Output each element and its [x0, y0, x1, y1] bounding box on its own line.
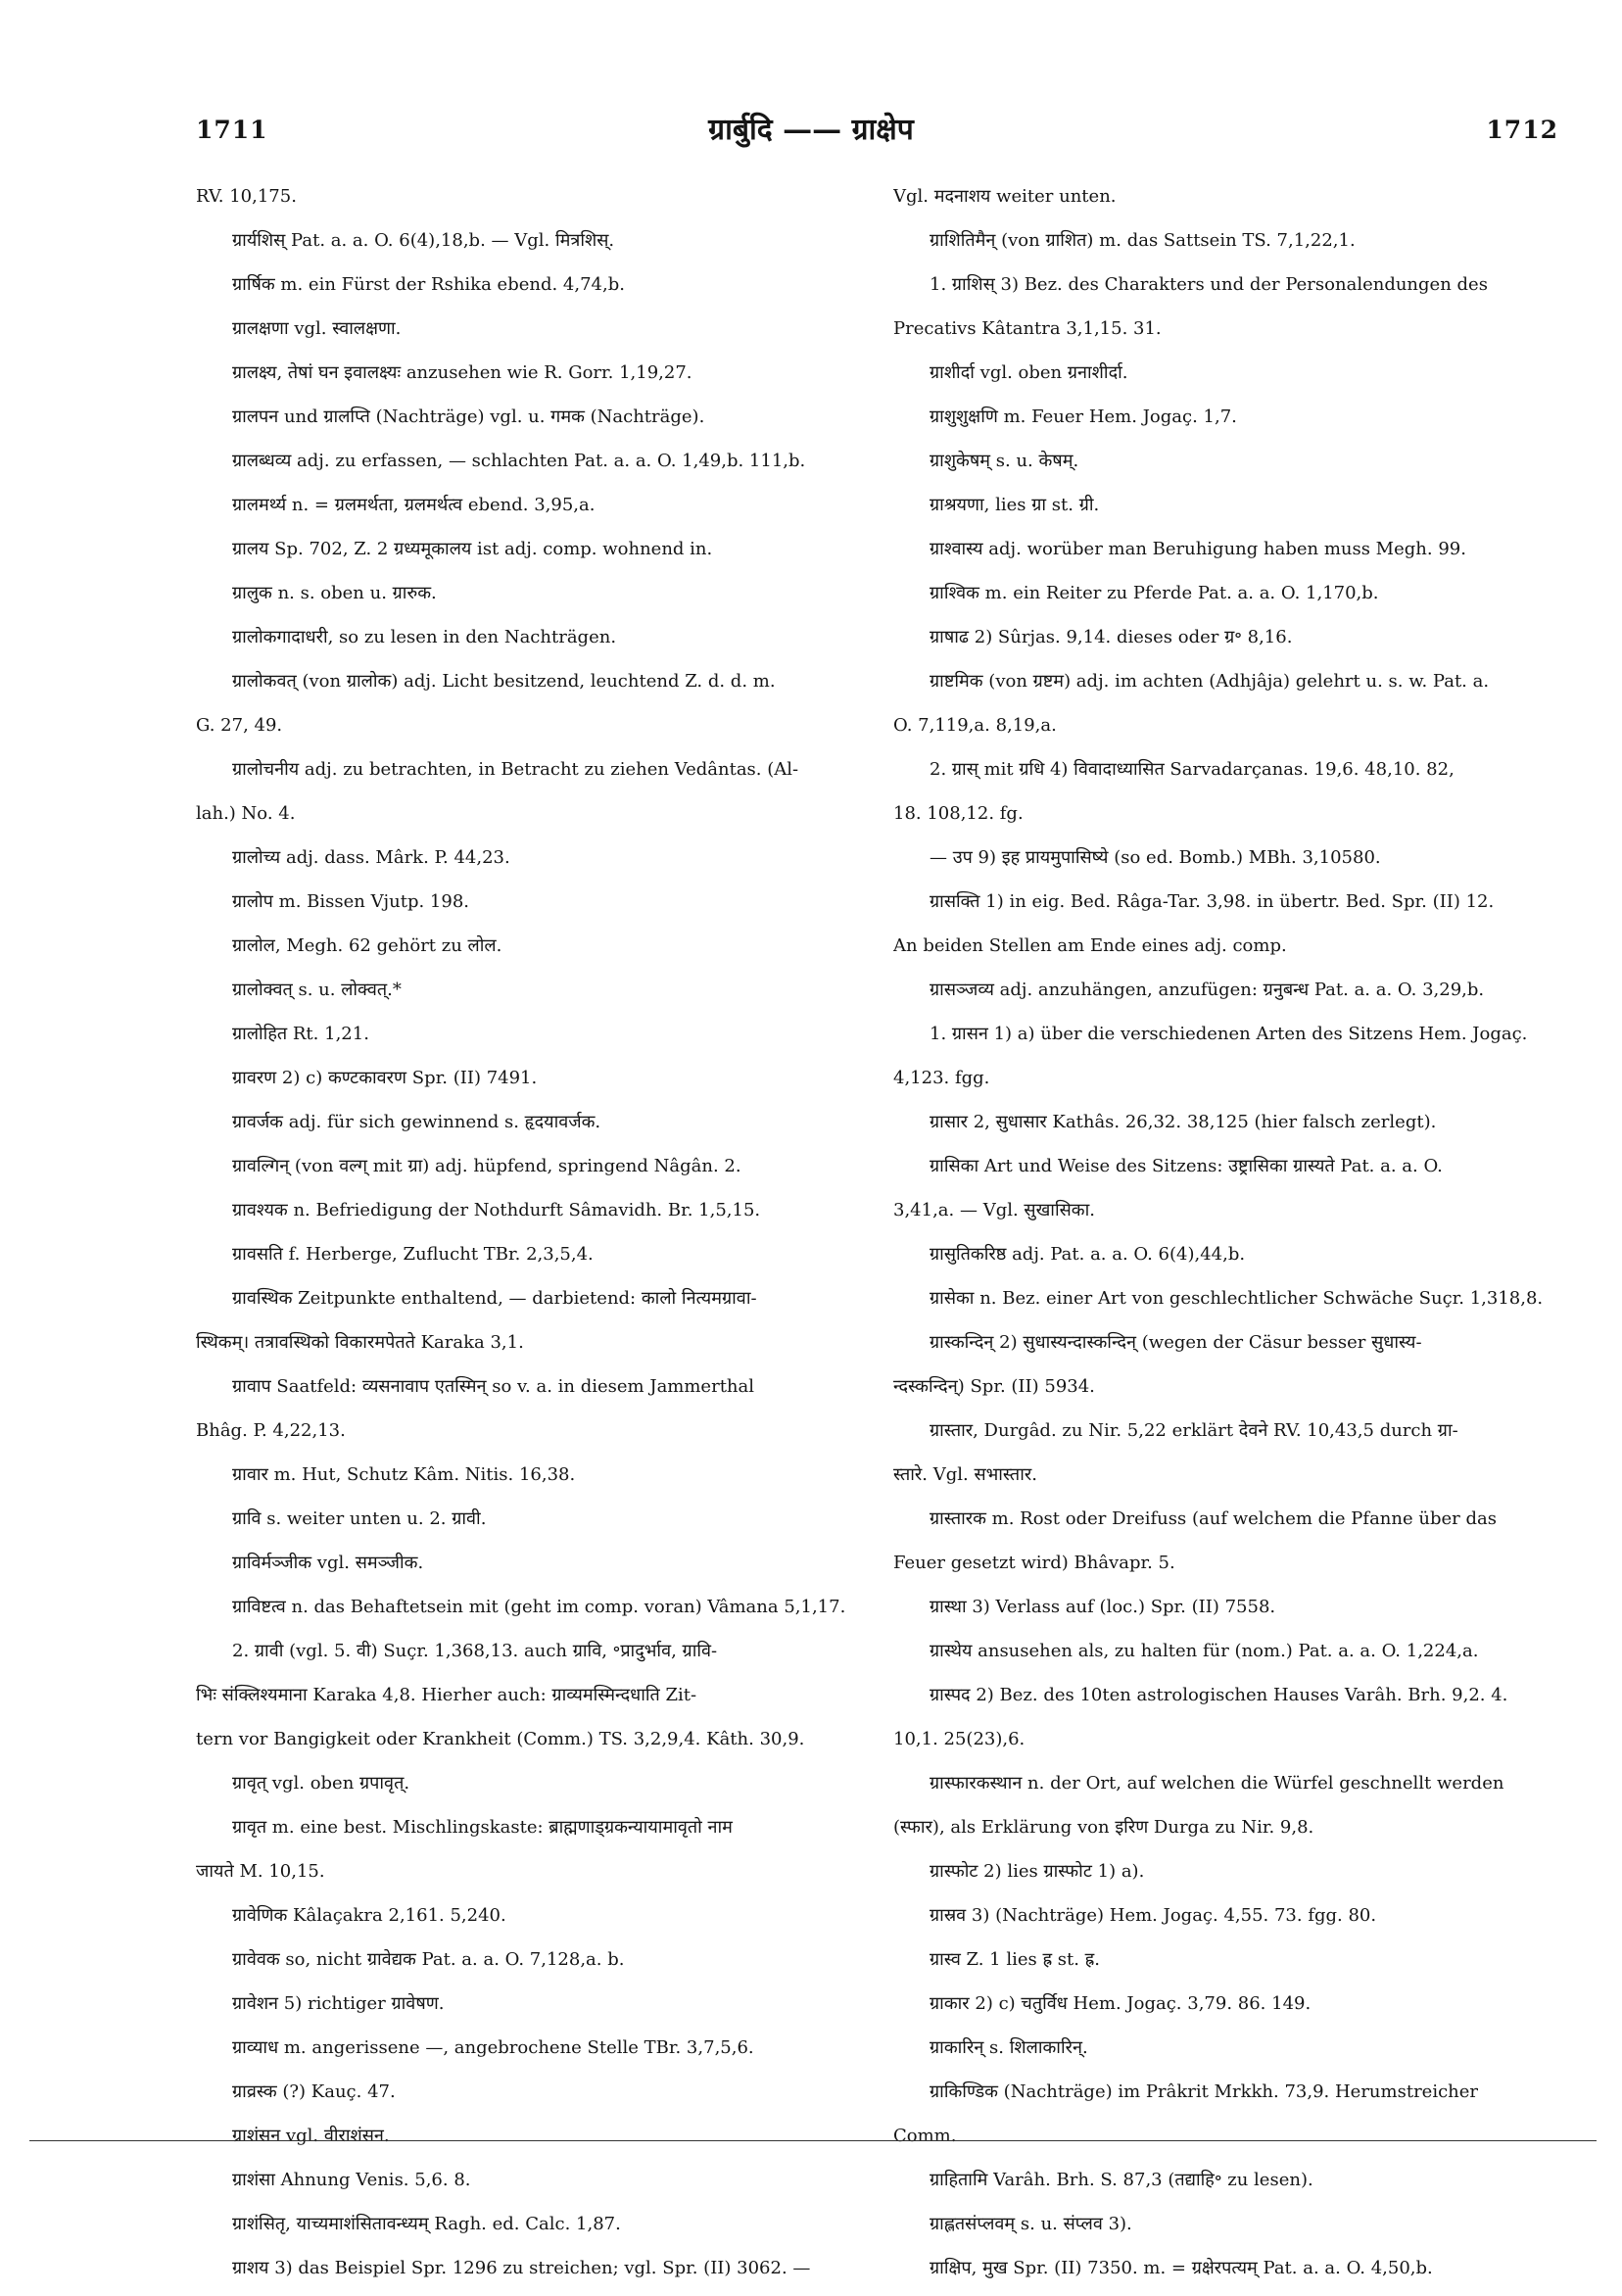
- entry-line: ग्रास्था 3) Verlass auf (loc.) Spr. (II) 7558.: [930, 1597, 1276, 1617]
- entry-line: ग्राहितामि Varâh. Brh. S. 87,3 (तद्याहि॰ zu lesen).: [930, 2170, 1313, 2190]
- entry-line: ग्रालक्षणा vgl. स्वालक्षणा.: [232, 318, 402, 339]
- entry-line: ग्रालोकवत् (von ग्रालोक) adj. Licht besitzend, leuchtend Z. d. d. m.: [232, 671, 776, 692]
- entry-line: ग्रावि s. weiter unten u. 2. ग्रावी.: [232, 1508, 487, 1529]
- entry-line: G. 27, 49.: [196, 715, 283, 736]
- entry-line: Comm.: [893, 2126, 957, 2146]
- entry-line: ग्राशितिमैन् (von ग्राशित) m. das Sattsein TS. 7,1,22,1.: [930, 230, 1356, 251]
- entry-line: ग्रासक्ति 1) in eig. Bed. Râga-Tar. 3,98. in übertr. Bed. Spr. (II) 12.: [930, 891, 1495, 912]
- entry-line: ग्रावृत m. eine best. Mischlingskaste: ब्राह्मणाड्ग्रकन्यायामावृतो नाम: [232, 1817, 733, 1838]
- entry-line: ग्रालय Sp. 702, Z. 2 ग्रध्यमूकालय ist adj. comp. wohnend in.: [232, 539, 713, 559]
- entry-line: ग्रावाप Saatfeld: व्यसनावाप एतस्मिन् so v. a. in diesem Jammerthal: [232, 1376, 755, 1397]
- entry-line: ग्रावल्गिन् (von वल्ग् mit ग्रा) adj. hüpfend, springend Nâgân. 2.: [232, 1156, 741, 1176]
- entry-line: ग्राशंसितृ, याच्यमाशंसितावन्ध्यम् Ragh. ed. Calc. 1,87.: [232, 2214, 621, 2234]
- entry-line: An beiden Stellen am Ende eines adj. comp.: [893, 935, 1287, 956]
- entry-line: ग्राषाढ 2) Sûrjas. 9,14. dieses oder ग्र॰ 8,16.: [930, 627, 1293, 647]
- entry-line: ग्रावश्यक n. Befriedigung der Nothdurft Sâmavidh. Br. 1,5,15.: [232, 1200, 761, 1220]
- entry-line: ग्रालब्धव्य adj. zu erfassen, — schlachten Pat. a. a. O. 1,49,b. 111,b.: [232, 451, 806, 471]
- entry-line: ग्रासार 2, सुधासार Kathâs. 26,32. 38,125 (hier falsch zerlegt).: [930, 1112, 1437, 1132]
- entry-line: ग्राव्रस्क (?) Kauç. 47.: [232, 2081, 396, 2102]
- entry-line: O. 7,119,a. 8,19,a.: [893, 715, 1057, 736]
- entry-line: Vgl. मदनाशय weiter unten.: [893, 186, 1117, 207]
- right-column: [893, 174, 1577, 2290]
- entry-line: ग्राह्लतसंप्लवम् s. u. संप्लव 3).: [930, 2214, 1132, 2234]
- entry-line: ग्रालुक n. s. oben u. ग्रारुक.: [232, 583, 437, 603]
- entry-line: — उप 9) इह प्रायमुपासिष्ये (so ed. Bomb.) MBh. 3,10580.: [930, 847, 1381, 868]
- entry-line: ग्राविष्टत्व n. das Behaftetsein mit (geht im comp. voran) Vâmana 5,1,17.: [232, 1597, 846, 1617]
- entry-line: Bhâg. P. 4,22,13.: [196, 1420, 346, 1441]
- entry-line: lah.) No. 4.: [196, 803, 296, 824]
- entry-line: ग्रावर्जक adj. für sich gewinnend s. हृदयावर्जक.: [232, 1112, 601, 1132]
- entry-line: ग्रावेणिक Kâlaçakra 2,161. 5,240.: [232, 1905, 506, 1926]
- page-number-left: 1711: [196, 116, 268, 144]
- entry-line: ग्रासेका n. Bez. einer Art von geschlechtlicher Schwäche Suçr. 1,318,8.: [930, 1288, 1544, 1309]
- entry-line: ग्राश्विक m. ein Reiter zu Pferde Pat. a. a. O. 1,170,b.: [930, 583, 1379, 603]
- entry-line: ग्रार्यशिस् Pat. a. a. O. 6(4),18,b. — Vgl. मित्रशिस्.: [232, 230, 615, 251]
- entry-line: RV. 10,175.: [196, 186, 297, 207]
- entry-line: ग्राशुकेषम् s. u. केषम्.: [930, 451, 1079, 471]
- entry-line: ग्रावेवक so, nicht ग्रावेद्यक Pat. a. a. O. 7,128,a. b.: [232, 1949, 625, 1970]
- entry-line: ग्रास्कन्दिन् 2) सुधास्यन्दास्कन्दिन् (wegen der Cäsur besser सुधास्य-: [930, 1332, 1422, 1353]
- entry-line: ग्राष्टमिक (von ग्रष्टम) adj. im achten (Adhjâja) gelehrt u. s. w. Pat. a.: [930, 671, 1490, 692]
- page-title: ग्रार्बुदि —— ग्राक्षेप: [708, 113, 914, 147]
- entry-line: ग्रास्थेय ansusehen als, zu halten für (nom.) Pat. a. a. O. 1,224,a.: [930, 1641, 1479, 1661]
- entry-line: Feuer gesetzt wird) Bhâvapr. 5.: [893, 1553, 1175, 1573]
- entry-line: ग्रालोचनीय adj. zu betrachten, in Betracht zu ziehen Vedântas. (Al-: [232, 759, 799, 780]
- entry-line: 2. ग्रावी (vgl. 5. वी) Suçr. 1,368,13. auch ग्रावि, ॰प्रादुर्भाव, ग्रावि-: [232, 1641, 718, 1661]
- entry-line: ग्राश्वास्य adj. worüber man Beruhigung haben muss Megh. 99.: [930, 539, 1466, 559]
- entry-line: ग्राव्याध m. angerissene —, angebrochene Stelle TBr. 3,7,5,6.: [232, 2037, 754, 2058]
- entry-line: ग्रासुतिकरिष्ठ adj. Pat. a. a. O. 6(4),44,b.: [930, 1244, 1246, 1265]
- entry-line: 2. ग्रास् mit ग्रधि 4) विवादाध्यासित Sarvadarçanas. 19,6. 48,10. 82,: [930, 759, 1455, 780]
- entry-line: ग्रावसति f. Herberge, Zuflucht TBr. 2,3,5,4.: [232, 1244, 594, 1265]
- entry-line: ग्रास्व Z. 1 lies ह्र st. ह्र.: [930, 1949, 1100, 1970]
- entry-line: भिः संक्लिश्यमाना Karaka 4,8. Hierher auch: ग्राव्यमस्मिन्दधाति Zit-: [196, 1685, 697, 1705]
- entry-line: (स्फार), als Erklärung von इरिण Durga zu Nir. 9,8.: [893, 1817, 1314, 1838]
- entry-line: Precativs Kâtantra 3,1,15. 31.: [893, 318, 1162, 339]
- entry-line: ग्राशय 3) das Beispiel Spr. 1296 zu streichen; vgl. Spr. (II) 3062. —: [232, 2258, 811, 2278]
- entry-line: ग्रास्तार, Durgâd. zu Nir. 5,22 erklärt देवने RV. 10,43,5 durch ग्रा-: [930, 1420, 1458, 1441]
- entry-line: ग्रावेशन 5) richtiger ग्रावेषण.: [232, 1993, 445, 2014]
- entry-line: स्थिकम्। तत्रावस्थिको विकारमपेतते Karaka 3,1.: [196, 1332, 524, 1353]
- entry-line: ग्रास्फारकस्थान n. der Ort, auf welchen die Würfel geschnellt werden: [930, 1773, 1504, 1794]
- footer-rule: [29, 2140, 1597, 2141]
- entry-line: 4,123. fgg.: [893, 1068, 990, 1088]
- entry-line: ग्रालोक्वत् s. u. लोक्वत्.*: [232, 980, 402, 1000]
- entry-line: ग्रावार m. Hut, Schutz Kâm. Nitis. 16,38.: [232, 1464, 576, 1485]
- entry-line: ग्रालोकगादाधरी, so zu lesen in den Nachträgen.: [232, 627, 617, 647]
- entry-line: ग्राविर्मञ्जीक vgl. समञ्जीक.: [232, 1553, 424, 1573]
- entry-line: ग्रार्षिक m. ein Fürst der Rshika ebend. 4,74,b.: [232, 274, 625, 295]
- entry-line: ग्रावरण 2) c) कण्टकावरण Spr. (II) 7491.: [232, 1068, 538, 1088]
- entry-line: ग्रावस्थिक Zeitpunkte enthaltend, — darbietend: कालो नित्यमग्रावा-: [232, 1288, 757, 1309]
- entry-line: ग्रास्पद 2) Bez. des 10ten astrologischen Hauses Varâh. Brh. 9,2. 4.: [930, 1685, 1508, 1705]
- entry-line: ग्रास्फोट 2) lies ग्रास्फोट 1) a).: [930, 1861, 1145, 1882]
- entry-line: ग्रालपन und ग्रालप्ति (Nachträge) vgl. u. गमक (Nachträge).: [232, 407, 705, 427]
- entry-line: 1. ग्रासन 1) a) über die verschiedenen Arten des Sitzens Hem. Jogaç.: [930, 1024, 1528, 1044]
- entry-line: जायते M. 10,15.: [196, 1861, 325, 1882]
- page-number-right: 1712: [1486, 116, 1558, 144]
- entry-line: ग्रालोल, Megh. 62 gehört zu लोल.: [232, 935, 502, 956]
- entry-line: 1. ग्राशिस् 3) Bez. des Charakters und der Personalendungen des: [930, 274, 1488, 295]
- entry-line: न्दस्कन्दिन्) Spr. (II) 5934.: [893, 1376, 1095, 1397]
- entry-line: 18. 108,12. fg.: [893, 803, 1024, 824]
- entry-line: ग्रासिका Art und Weise des Sitzens: उष्ट्रासिका ग्रास्यते Pat. a. a. O.: [930, 1156, 1443, 1176]
- entry-line: ग्राशंसन vgl. वीराशंसन.: [232, 2126, 390, 2146]
- entry-line: ग्रालोप m. Bissen Vjutp. 198.: [232, 891, 470, 912]
- entry-line: स्तारे. Vgl. सभास्तार.: [893, 1464, 1037, 1485]
- entry-line: ग्राकिण्डिक (Nachträge) im Prâkrit Mrkkh. 73,9. Herumstreicher: [930, 2081, 1479, 2102]
- entry-line: ग्रास्रव 3) (Nachträge) Hem. Jogaç. 4,55. 73. fgg. 80.: [930, 1905, 1377, 1926]
- entry-line: ग्रालमर्थ्य n. = ग्रलमर्थता, ग्रलमर्थत्व ebend. 3,95,a.: [232, 495, 596, 515]
- entry-line: ग्राकार 2) c) चतुर्विध Hem. Jogaç. 3,79. 86. 149.: [930, 1993, 1312, 2014]
- entry-line: ग्रासञ्जव्य adj. anzuhängen, anzufügen: ग्रनुबन्ध Pat. a. a. O. 3,29,b.: [930, 980, 1485, 1000]
- entry-line: tern vor Bangigkeit oder Krankheit (Comm.) TS. 3,2,9,4. Kâth. 30,9.: [196, 1729, 805, 1749]
- entry-line: ग्राशीर्दा vgl. oben ग्रनाशीर्दा.: [930, 362, 1128, 383]
- left-column: [196, 174, 854, 2290]
- entry-line: ग्रास्तारक m. Rost oder Dreifuss (auf welchem die Pfanne über das: [930, 1508, 1497, 1529]
- entry-line: 3,41,a. — Vgl. सुखासिका.: [893, 1200, 1096, 1220]
- entry-line: ग्रालोहित Rt. 1,21.: [232, 1024, 369, 1044]
- entry-line: ग्रालक्ष्य, तेषां घन इवालक्ष्यः anzusehen wie R. Gorr. 1,19,27.: [232, 362, 692, 383]
- entry-line: ग्रावृत् vgl. oben ग्रपावृत्.: [232, 1773, 410, 1794]
- entry-line: ग्राक्षिप, मुख Spr. (II) 7350. m. = ग्रक्षेरपत्यम् Pat. a. a. O. 4,50,b.: [930, 2258, 1433, 2278]
- entry-line: ग्राशंसा Ahnung Venis. 5,6. 8.: [232, 2170, 471, 2190]
- entry-line: ग्राकारिन् s. शिलाकारिन्.: [930, 2037, 1088, 2058]
- entry-line: 10,1. 25(23),6.: [893, 1729, 1026, 1749]
- entry-line: ग्रालोच्य adj. dass. Mârk. P. 44,23.: [232, 847, 510, 868]
- entry-line: ग्राश्रयणा, lies ग्रा st. ग्री.: [930, 495, 1100, 515]
- entry-line: ग्राशुशुक्षणि m. Feuer Hem. Jogaç. 1,7.: [930, 407, 1237, 427]
